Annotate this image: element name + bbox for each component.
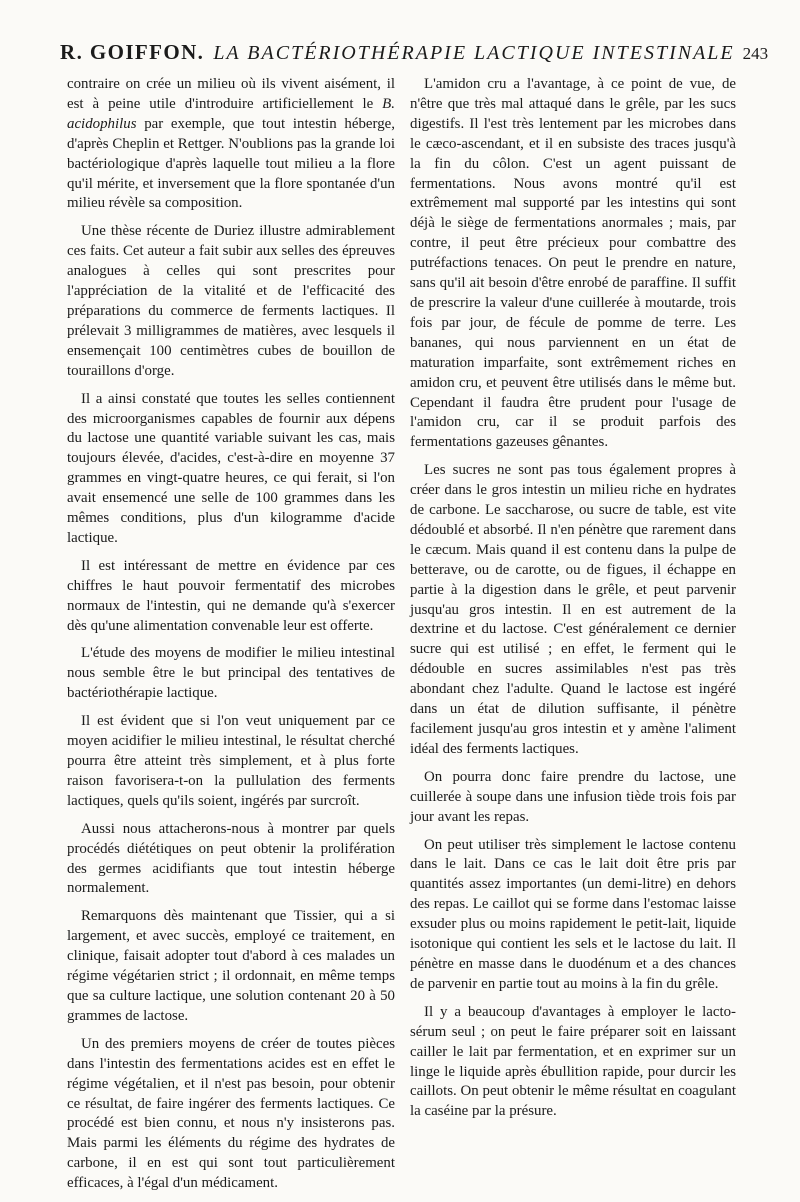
paragraph: On pourra donc faire prendre du lactose, une cuillerée à soupe dans une infusion tiède trois fois par jour avant les repas. — [410, 768, 736, 825]
paragraph: Il a ainsi constaté que toutes les selles contiennent des microorganismes capables de fournir aux dépens du lactose une quantité variable suivant les cas, mais toujours élevée, d'acides, c'est-à-dire en moyenne 37 grammes en vingt-quatre heures, ce qui ferait, si l'on avait ensemencé une selle de 100 grammes dans les mêmes conditions, plus d'un kilogramme d'acide lactique. — [67, 390, 395, 546]
paragraph — [67, 75, 395, 214]
paragraph: On peut utiliser très simplement le lactose contenu dans le lait. Dans ce cas le lait doit être pris par quantités assez importantes (un demi-litre) en dehors des repas. Le caillot qui se forme dans l'estomac laisse exsuder plus ou moins rapidement le petit-lait, liquide isotonique qui contient les sels et le lactose du lait. Il pénètre en masse dans le duodénum et a des chances de parvenir en partie tout au moins à la fin du grêle. — [410, 836, 736, 992]
paragraph: Remarquons dès maintenant que Tissier, qui a si largement, et avec succès, employé ce traitement, en clinique, faisait adopter tout d'abord à ces malades un régime végétarien strict ; il ordonnait, en même temps que sa culture lactique, une solution contenant 20 à 50 grammes de lactose. — [67, 908, 395, 1024]
paragraph: L'amidon cru a l'avantage, à ce point de vue, de n'être que très mal attaqué dans le grêle, par les sucs digestifs. Il l'est très lentement par les microbes dans le cæco-ascendant, et il en subsiste des traces jusqu'à la fin du côlon. C'est un agent puissant de fermentations. Nous avons montré qu'il est extrêmement mal supporté par les intestins qui sont déjà le siège de fermentations anormales ; mais, par contre, il peut être précieux pour combattre des putréfactions tenaces. On peut le prendre en nature, sans qu'il ait besoin d'être enrobé de paraffine. Il suffit de prescrire la valeur d'une cuillerée à moutarde, trois fois par jour, de fécule de pomme de terre. Les bananes, qui nous parviennent en un état de maturation imparfaite, sont extrêmement riches en amidon cru, et peuvent être utilisés dans le même but. Cependant il faudra être prudent pour l'usage de l'amidon cru, car il se produit parfois des fermentations gazeuses gênantes. — [410, 76, 736, 451]
paragraph: Aussi nous attacherons-nous à montrer par quels procédés diététiques on peut obtenir la prolifération des germes acidifiants que tout intestin héberge normalement. — [67, 820, 395, 897]
species-name: B. acidophilus — [67, 95, 395, 132]
paragraph: Il est intéressant de mettre en évidence par ces chiffres le haut pouvoir fermentatif des microbes normaux de l'intestin, qui ne demande qu'à s'exercer dès qu'une alimentation convenable leur est offerte. — [67, 557, 395, 634]
paragraph: L'étude des moyens de modifier le milieu intestinal nous semble être le but principal des tentatives de bactériothérapie lactique. — [67, 645, 395, 702]
paragraph-text: contraire on crée un milieu où ils vivent aisément, il est à peine utile d'introduire artificiellement le — [67, 76, 395, 112]
paragraph: Les sucres ne sont pas tous également propres à créer dans le gros intestin un milieu riche en hydrates de carbone. Le saccharose, ou sucre de table, est vite dédoublé et absorbé. Il n'en pénètre que rarement dans le cæcum. Mais quand il est contenu dans la pulpe de betterave, ou de carotte, ou de figues, il échappe en partie à la digestion dans le grêle, et peut parvenir jusqu'au gros intestin. Il en est autrement de la dextrine et du lactose. C'est généralement ce dernier sucre qui est utilisé ; en effet, le ferment qui le dédouble en sucres assimilables n'est pas très abondant chez l'adulte. Quand le lactose est ingéré dans un état de dilution suffisante, il pénètre facilement jusqu'au gros intestin et y amène l'aliment idéal des ferments lactiques. — [410, 462, 736, 757]
header-journal-title: LA BACTÉRIOTHÉRAPIE LACTIQUE INTESTINALE — [213, 42, 735, 64]
left-column — [67, 75, 395, 1202]
paragraph: Il est évident que si l'on veut uniquement par ce moyen acidifier le milieu intestinal, le résultat cherché pourra être atteint très simplement, et à plus forte raison favorisera-t-on la pullulation des ferments lactiques, quels qu'ils soient, ingérés par surcroît. — [67, 713, 395, 809]
page-number: 243 — [742, 44, 769, 63]
paragraph: Un des premiers moyens de créer de toutes pièces dans l'intestin des fermentations acides est en effet le régime végétalien, et il n'est pas besoin, pour obtenir ce résultat, de faire ingérer des ferments lactiques. Ce procédé est bien connu, et nous n'y insisterons pas. Mais parmi les éléments du régime des hydrates de carbone, il en est qui sont tout particulièrement efficaces, à l'égal d'un médicament. — [67, 1035, 395, 1192]
paragraph: Une thèse récente de Duriez illustre admirablement ces faits. Cet auteur a fait subir aux selles des épreuves analogues à celles qui sont prescrites pour l'appréciation de la vitalité et de l'efficacité des préparations du commerce de ferments lactiques. Il prélevait 3 milligrammes de matières, avec lesquels il ensemençait 100 centimètres cubes de bouillon de touraillons d'orge. — [67, 223, 395, 379]
running-header — [60, 40, 769, 65]
paragraph: Il y a beaucoup d'avantages à employer le lacto-sérum seul ; on peut le faire préparer soit en laissant cailler le lait par fermentation, et en exprimer sur un linge le liquide après ébullition rapide, pour durcir les caillots. On peut obtenir le même résultat en coagulant la caséine par la présure. — [410, 1003, 736, 1120]
paragraph-text: par exemple, que tout intestin héberge, d'après Cheplin et Rettger. N'oublions pas la grande loi bactériologique d'après laquelle tout milieu a la flore qu'il mérite, et inversement que la flore spontanée d'un milieu révèle sa composition. — [67, 115, 395, 212]
header-author: R. GOIFFON. — [60, 40, 205, 64]
right-column — [410, 75, 736, 1130]
